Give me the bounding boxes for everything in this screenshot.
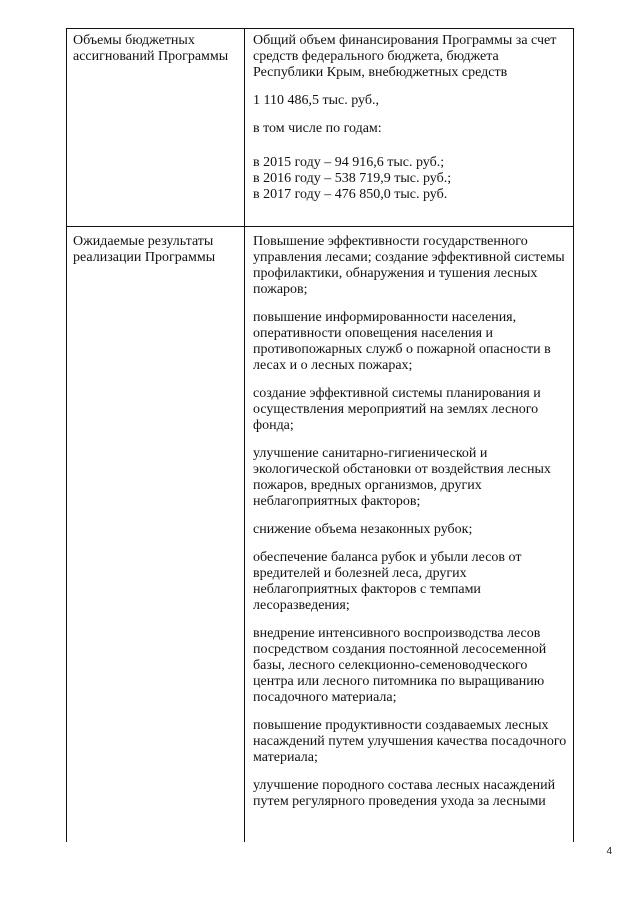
paragraph: повышение информированности населения, оперативности оповещения населения и противопожарных служб о пожарной опасности в лесах и о лесных пожарах; xyxy=(253,310,551,373)
paragraph: снижение объема незаконных рубок; xyxy=(253,522,473,537)
program-passport-table xyxy=(66,28,574,842)
row-label-results xyxy=(73,234,238,266)
paragraph: внедрение интенсивного воспроизводства лесов посредством создания постоянной лесосеменной базы, лесного селекционно-семеноводческого центра или лесного питомника по выращиванию посадочного материала; xyxy=(253,626,547,705)
paragraph: 1 110 486,5 тыс. руб., xyxy=(253,93,379,108)
row-label-budget xyxy=(73,33,238,65)
row-content-budget xyxy=(253,33,567,203)
column-divider xyxy=(244,29,245,842)
paragraph: улучшение породного состава лесных насаждений путем регулярного проведения ухода за лесными xyxy=(253,778,556,809)
paragraph: создание эффективной системы планирования и осуществления мероприятий на землях лесного фонда; xyxy=(253,386,541,433)
row-label-text: Объемы бюджетных ассигнований Программы xyxy=(73,33,229,64)
paragraph: Повышение эффективности государственного управления лесами; создание эффективной системы профилактики, обнаружения и тушения лесных пожаров; xyxy=(253,234,565,297)
row-content-results xyxy=(253,234,567,810)
paragraph: в том числе по годам: xyxy=(253,121,382,136)
page-number: 4 xyxy=(606,846,612,857)
paragraph: обеспечение баланса рубок и убыли лесов от вредителей и болезней леса, других неблагоприятных факторов с темпами лесоразведения; xyxy=(253,550,522,613)
row-label-text: Ожидаемые результаты реализации Программы xyxy=(73,234,216,265)
paragraph: повышение продуктивности создаваемых лесных насаждений путем улучшения качества посадочного материала; xyxy=(253,718,567,765)
paragraph: улучшение санитарно-гигиенической и экологической обстановки от воздействия лесных пожаров, вредных организмов, других неблагоприятных факторов; xyxy=(253,446,551,509)
row-divider xyxy=(67,226,573,227)
paragraph: в 2015 году – 94 916,6 тыс. руб.; в 2016 году – 538 719,9 тыс. руб.; в 2017 году – 476 850,0 тыс. руб. xyxy=(253,155,452,202)
paragraph: Общий объем финансирования Программы за счет средств федерального бюджета, бюджета Республики Крым, внебюджетных средств xyxy=(253,33,557,80)
